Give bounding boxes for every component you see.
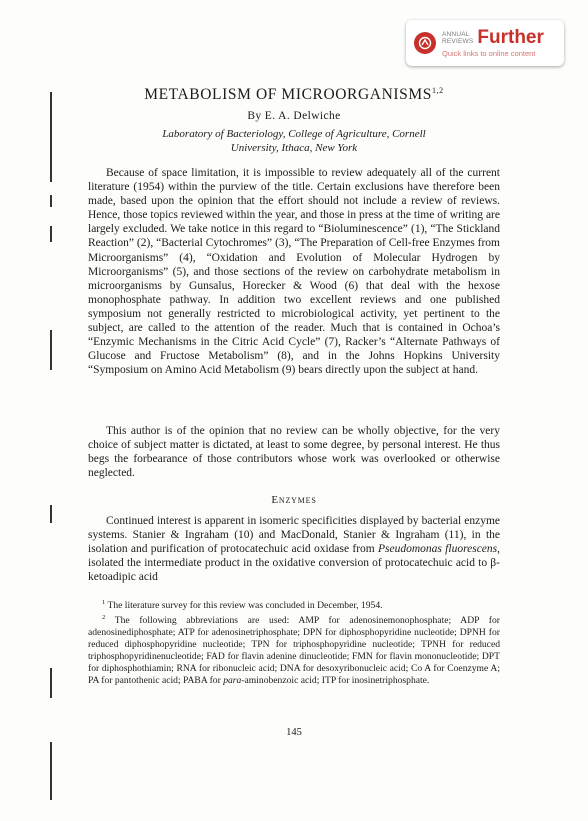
annual-reviews-further-badge[interactable] [406, 20, 564, 66]
badge-annual-label: ANNUAL [442, 31, 470, 38]
badge-reviews-label: REVIEWS [442, 38, 474, 45]
paragraph-text [88, 514, 500, 584]
margin-mark [50, 226, 52, 242]
article-title-text: METABOLISM OF MICROORGANISMS [144, 86, 432, 104]
footnote-mark: 2 [102, 614, 106, 622]
footnote-2 [88, 612, 500, 687]
margin-mark [50, 742, 52, 800]
paragraph-text-part-a: Continued interest is apparent in isomeric specificities displayed by bacterial enzyme systems. Stanier & Ingraham (10) and MacDonald, Stanier & Ingraham (11), in the isolation and purification of protocatechuic acid oxidase from [88, 515, 500, 556]
margin-mark [50, 330, 52, 370]
footnote-text-part-a: The following abbreviations are used: AMP for adenosinemonophosphate; ADP for adenosinediphosphate; ATP for adenosinetriphosphate; DPN for diphosphopyridine nucleotide; DPNH for reduced diphosphopyridine nucleotide; TPN for triphosphopyridine nucleotide; TPNH for reduced triphosphopyridinenucleotide; FAD for flavin adenine dinucleotide; FMN for flavin mononucleotide; DPT for diphosphothiamin; RNA for ribonucleic acid; DNA for desoxyribonucleic acid; Co A for Coenzyme A; PA for pantothenic acid; PABA for [88, 615, 500, 687]
footnote-mark: 1 [102, 599, 106, 606]
margin-mark [50, 195, 52, 207]
paragraph-text: Because of space limitation, it is impossible to review adequately all of the current literature (1954) within the purview of the title. Certain exclusions have therefore been made, based upon the opinion that the effort should not include a review of reviews. Hence, those topics reviewed within the year, and those in press at the time of writing are largely excluded. We take notice in this regard to “Bioluminescence” (1), “The Stickland Reaction” (2), “Bacterial Cytochromes” (3), “The Preparation of Cell-free Enzymes from Microorganisms” (4), “Oxidation and Evolution of Molecular Hydrogen by Microorganisms” (5), and those sections of the review on carbohydrate metabolism in microorganisms by Gunsalus, Horecker & Wood (6) that deal with the hexose monophosphate pathway. In addition two excellent reviews and one published symposium not generally restricted to microbiological activity, yet pertinent to the subject, are called to the attention of the reader. Much that is contained in Ochoa’s “Enzymic Mechanisms in the Citric Acid Cycle” (7), Racker’s “Alternate Pathways of Glucose and Fructose Metabolism” (8), and in the Johns Hopkins University “Symposium on Amino Acid Metabolism (9) bears directly upon the subject at hand. [88, 167, 500, 377]
page-number: 145 [286, 727, 302, 738]
margin-mark [50, 505, 52, 523]
author-line: By E. A. Delwiche [247, 110, 341, 122]
affiliation [0, 127, 588, 155]
footnote-italic: para [223, 675, 242, 687]
article-title [0, 86, 588, 104]
body-paragraph-1 [88, 166, 500, 377]
annual-reviews-logo-icon [414, 32, 436, 54]
species-name: Pseudomonas fluorescens [378, 543, 498, 556]
badge-further-label: Further [477, 27, 544, 48]
paragraph-text: This author is of the opinion that no review can be wholly objective, for the very choice of subject matter is dictated, at least to some degree, by personal interest. He thus begs the forbearance of those contributors whose work was overlooked or otherwise neglected. [88, 425, 500, 480]
margin-mark [50, 668, 52, 698]
section-heading-enzymes: Enzymes [271, 494, 317, 506]
affiliation-line-1: Laboratory of Bacteriology, College of Agriculture, Cornell [162, 128, 426, 140]
affiliation-line-2: University, Ithaca, New York [230, 142, 358, 154]
footnote-text-part-b: -aminobenzoic acid; ITP for inosinetriphosphate. [241, 675, 430, 687]
title-footnote-marks: 1,2 [431, 86, 444, 95]
paragraph-text-part-b: , isolated the intermediate product in the oxidative conversion of protocatechuic acid to β-ketoadipic acid [88, 543, 501, 584]
footnote-text: The literature survey for this review was concluded in December, 1954. [105, 600, 383, 612]
body-paragraph-3 [88, 514, 500, 584]
body-paragraph-2 [88, 424, 500, 480]
badge-subtitle: Quick links to online content [442, 49, 536, 58]
footnotes [88, 597, 500, 687]
footnote-1 [88, 597, 500, 612]
